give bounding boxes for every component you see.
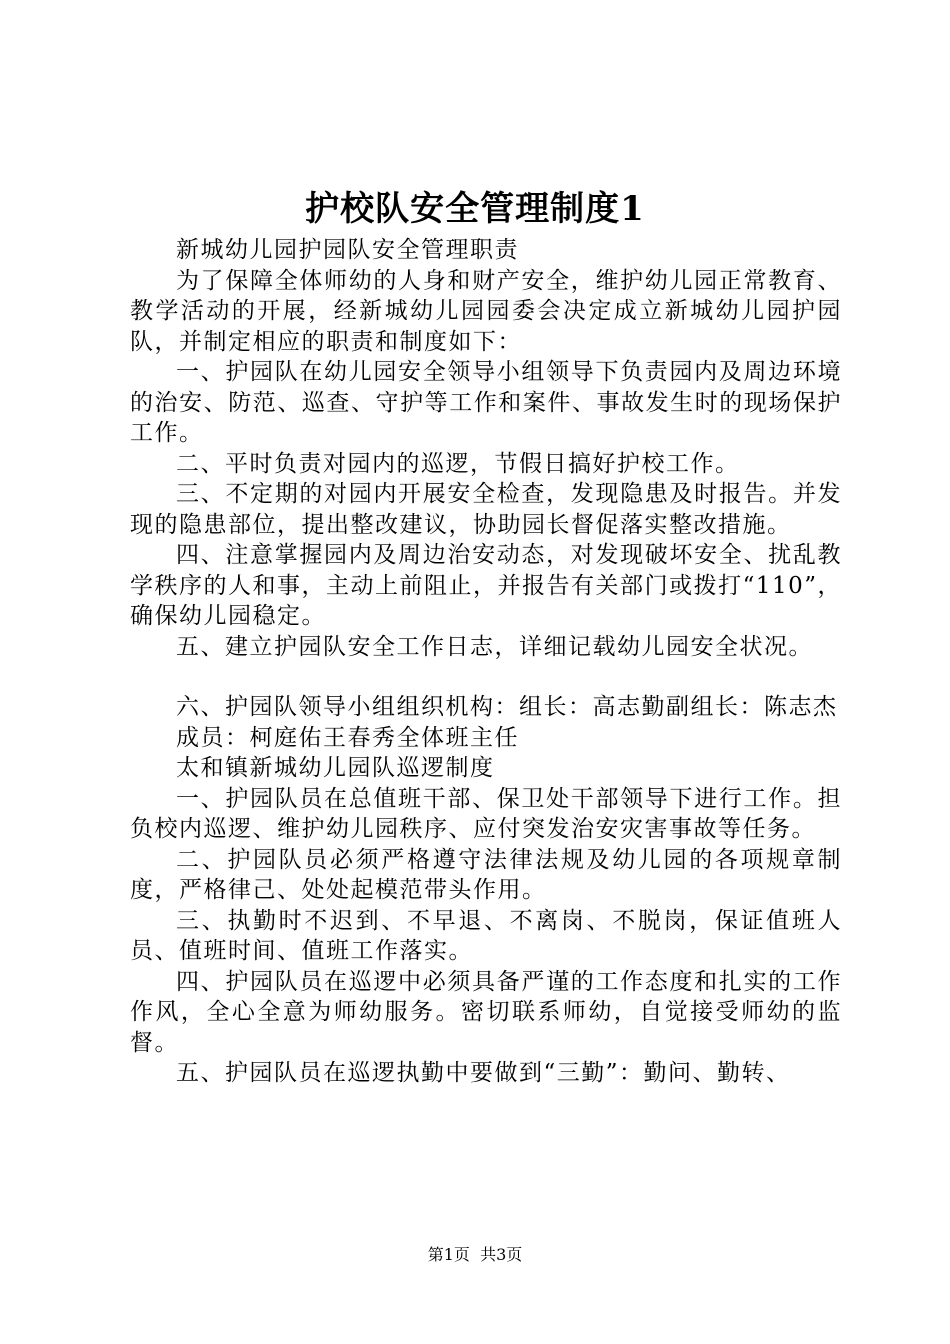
page-footer — [0, 1244, 950, 1266]
patrol-rule-2: 二、护园队员必须严格遵守法律法规及幼儿园的各项规章制度，严格律己、处处起模范带头作用。 — [130, 846, 842, 903]
document-title: 护校队安全管理制度1 — [305, 189, 645, 229]
patrol-rule-1: 一、护园队员在总值班干部、保卫处干部领导下进行工作。担负校内巡逻、维护幼儿园秩序、应付突发治安灾害事故等任务。 — [130, 785, 842, 842]
duty-item-4: 四、注意掌握园内及周边治安动态，对发现破坏安全、扰乱教学秩序的人和事，主动上前阻止，并报告有关部门或拨打“110”，确保幼儿园稳定。 — [130, 542, 842, 629]
duty-item-2: 二、平时负责对园内的巡逻，节假日搞好护校工作。 — [176, 450, 740, 477]
patrol-rule-5: 五、护园队员在巡逻执勤中要做到“三勤”：勤问、勤转、 — [176, 1060, 791, 1086]
patrol-rule-4: 四、护园队员在巡逻中必须具备严谨的工作态度和扎实的工作作风，全心全意为师幼服务。密切联系师幼，自觉接受师幼的监督。 — [130, 968, 842, 1056]
duty-item-3: 三、不定期的对园内开展安全检查，发现隐患及时报告。并发现的隐患部位，提出整改建议，协助园长督促落实整改措施。 — [130, 481, 842, 538]
document-body — [130, 235, 842, 1089]
members-line: 成员：柯庭佑王春秀全体班主任 — [176, 724, 519, 751]
duty-item-1: 一、护园队在幼儿园安全领导小组领导下负责园内及周边环境的治安、防范、巡查、守护等工作和案件、事故发生时的现场保护工作。 — [130, 359, 842, 446]
duty-item-6: 六、护园队领导小组组织机构：组长：高志勤副组长：陈志杰 — [176, 694, 838, 720]
page-number: 第1页 — [427, 1245, 470, 1264]
patrol-rule-3: 三、执勤时不迟到、不早退、不离岗、不脱岗，保证值班人员、值班时间、值班工作落实。 — [130, 907, 842, 964]
section-heading: 新城幼儿园护园队安全管理职责 — [176, 237, 519, 263]
section-heading-patrol: 太和镇新城幼儿园队巡逻制度 — [176, 755, 495, 781]
page-total: 共3页 — [480, 1245, 523, 1264]
intro-paragraph: 为了保障全体师幼的人身和财产安全，维护幼儿园正常教育、教学活动的开展，经新城幼儿园园委会决定成立新城幼儿园护园队，并制定相应的职责和制度如下： — [130, 267, 842, 355]
duty-item-5: 五、建立护园队安全工作日志，详细记载幼儿园安全状况。 — [176, 633, 813, 660]
